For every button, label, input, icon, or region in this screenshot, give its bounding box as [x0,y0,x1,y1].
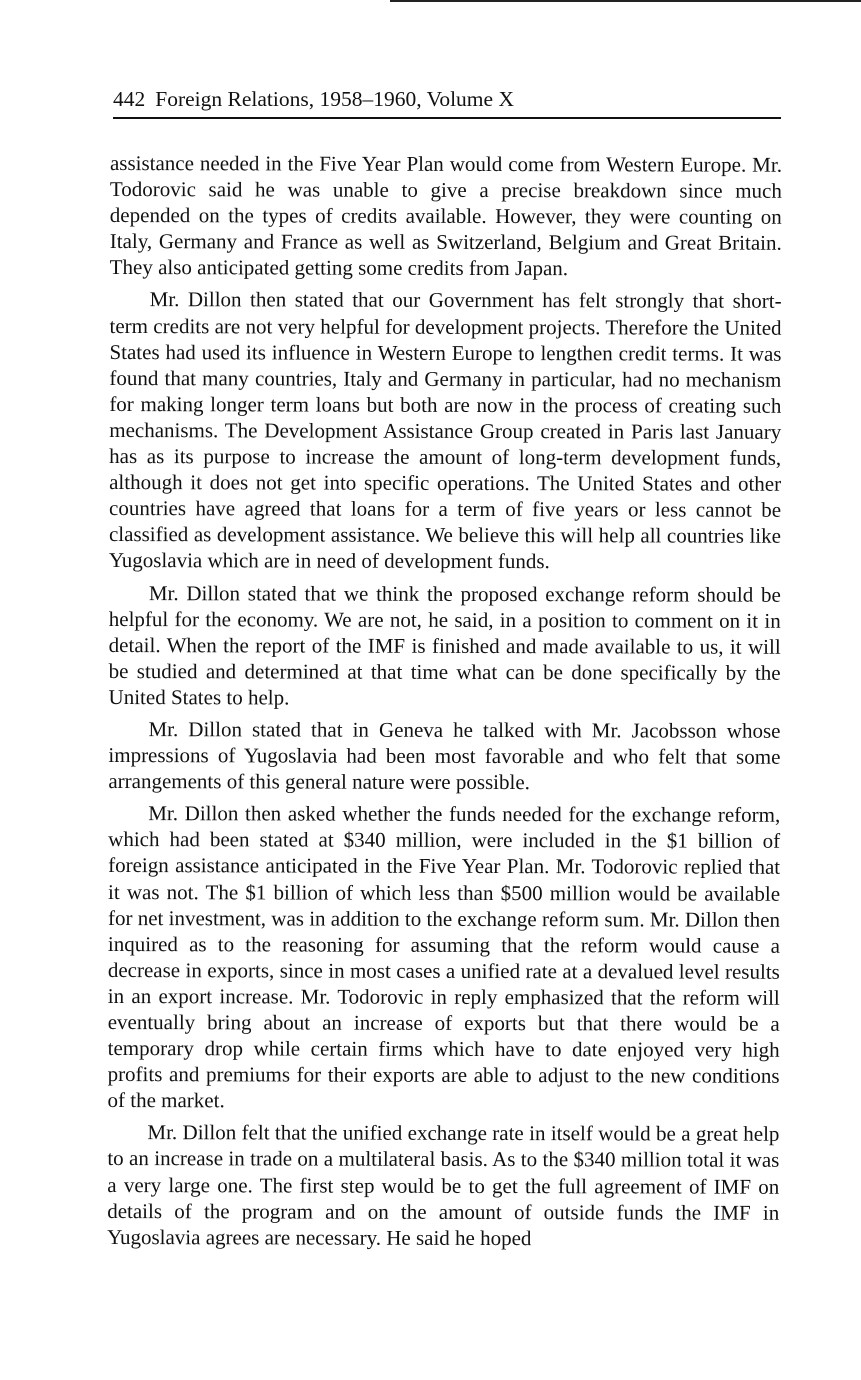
header-rule [113,117,781,119]
page-number: 442 [113,87,146,111]
paragraph: Mr. Dillon felt that the unified exchange rate in itself would be a great help to an increase in trade on a multilateral basis. As to the $340 million total it was a very large one. The first step would be to get the full agreement of IMF on details of the program and on the amount of outside funds the IMF in Yugoslavia agrees are necessary. He said he hoped [107,1120,780,1250]
paragraph: Mr. Dillon stated that in Geneva he talked with Mr. Jacobsson whose impressions of Yugoslavia had been most favorable and who felt that some arrangements of this general nature were possible. [108,717,781,795]
paragraph: Mr. Dillon then stated that our Government has felt strongly that short-term credits are not very helpful for development projects. Therefore the United States had used its influence in Western Europe to lengthen credit terms. It was found that many countries, Italy and Germany in particular, had no mechanism for making longer term loans but both are now in the process of creating such mechanisms. The Development Assistance Group created in Paris last January has as its purpose to increase the amount of long-term development funds, although it does not get into specific operations. The United States and other countries have agreed that loans for a term of five years or less cannot be classified as development assistance. We believe this will help all countries like Yugoslavia which are in need of development funds. [108,287,782,574]
paragraph: Mr. Dillon then asked whether the funds needed for the exchange reform, which had been stated at $340 million, were included in the $1 billion of foreign assistance anticipated in the Five Year Plan. Mr. Todorovic replied that it was not. The $1 billion of which less than $500 million would be available for net investment, was in addition to the exchange reform sum. Mr. Dillon then inquired as to the reasoning for assuming that the reform would cause a decrease in exports, since in most cases a unified rate at a devalued level results in an export increase. Mr. Todorovic in reply emphasized that the reform will eventually bring about an increase of exports but that there would be a temporary drop while certain firms which have to date enjoyed very high profits and premiums for their exports are able to adjust to the new conditions of the market. [107,801,781,1113]
body-text [107,150,782,1258]
paragraph: Mr. Dillon stated that we think the proposed exchange reform should be helpful for the economy. We are not, he said, in a position to comment on it in detail. When the report of the IMF is finished and made available to us, it will be studied and determined at that time what can be done specifically by the United States to help. [108,580,781,710]
paragraph-continued: assistance needed in the Five Year Plan would come from Western Europe. Mr. Todorovic said he was unable to give a precise breakdown since much depended on the types of credits available. However, they were counting on Italy, Germany and France as well as Switzerland, Belgium and Great Britain. They also anticipated getting some credits from Japan. [109,151,782,281]
running-header [113,84,781,114]
top-edge-rule [390,0,861,2]
running-title: Foreign Relations, 1958–1960, Volume X [155,87,514,111]
